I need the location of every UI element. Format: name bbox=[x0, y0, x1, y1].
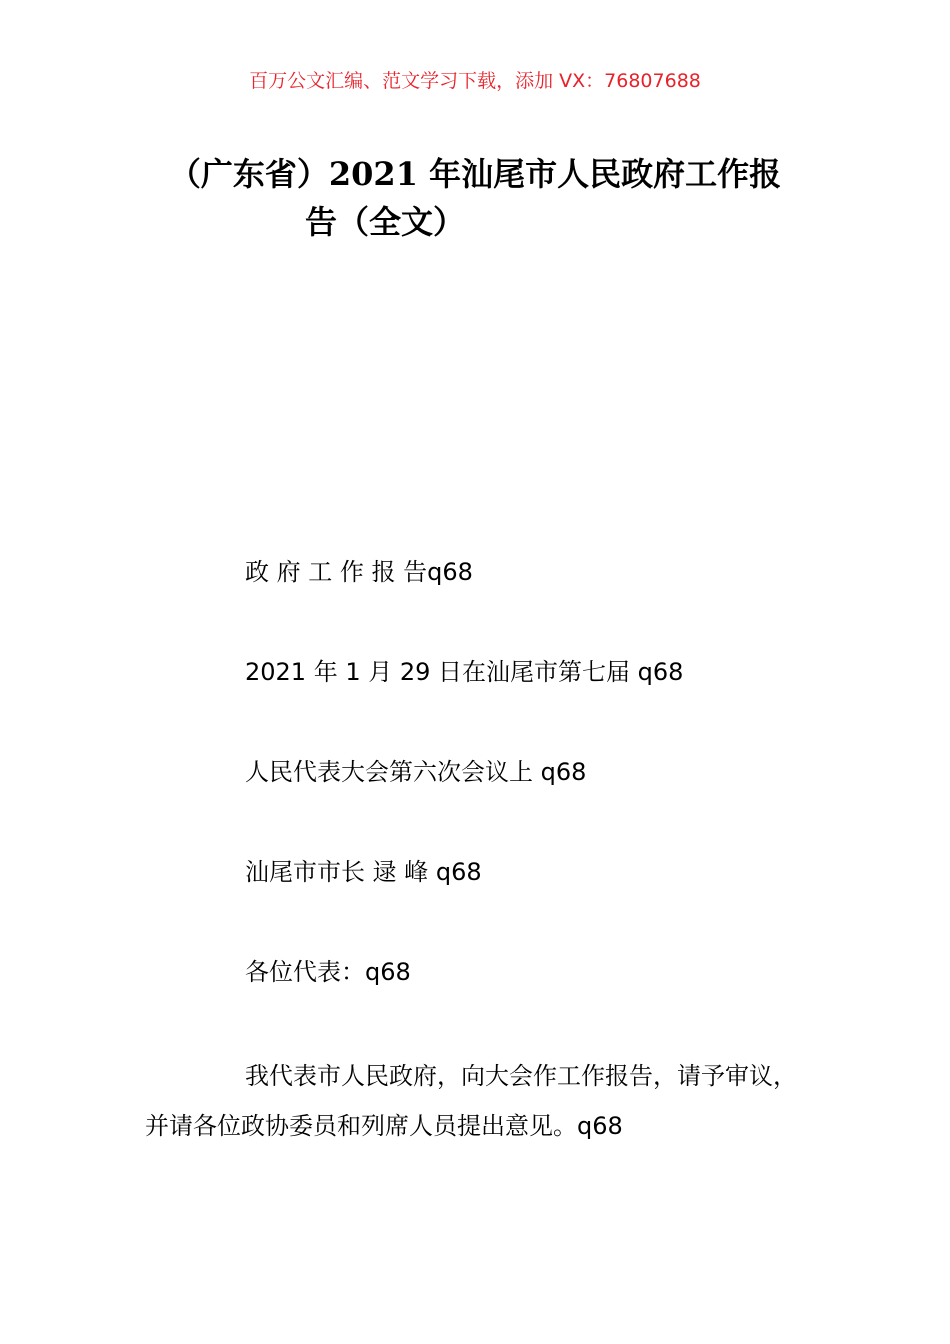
document-title bbox=[145, 150, 805, 246]
paragraph-speaker: 汕尾市市长 逯 峰 q68 bbox=[245, 858, 482, 886]
header-note: 百万公文汇编、范文学习下载，添加 VX：76807688 bbox=[249, 70, 701, 92]
report-heading-text: 政 府 工 作 报 告q68 bbox=[245, 558, 473, 586]
paragraph-date: 2021 年 1 月 29 日在汕尾市第七届 q68 bbox=[245, 658, 684, 686]
paragraph-salutation: 各位代表：q68 bbox=[245, 958, 411, 986]
paragraph-opening: 我代表市人民政府，向大会作工作报告，请予审议，并请各位政协委员和列席人员提出意见。q68 bbox=[145, 1062, 797, 1140]
paragraph-meeting: 人民代表大会第六次会议上 q68 bbox=[245, 758, 587, 786]
title-line-2: 告（全文） bbox=[305, 203, 466, 241]
paragraph-report-heading bbox=[145, 552, 910, 592]
title-line-1: （广东省）2021 年汕尾市人民政府工作报 bbox=[168, 155, 782, 193]
